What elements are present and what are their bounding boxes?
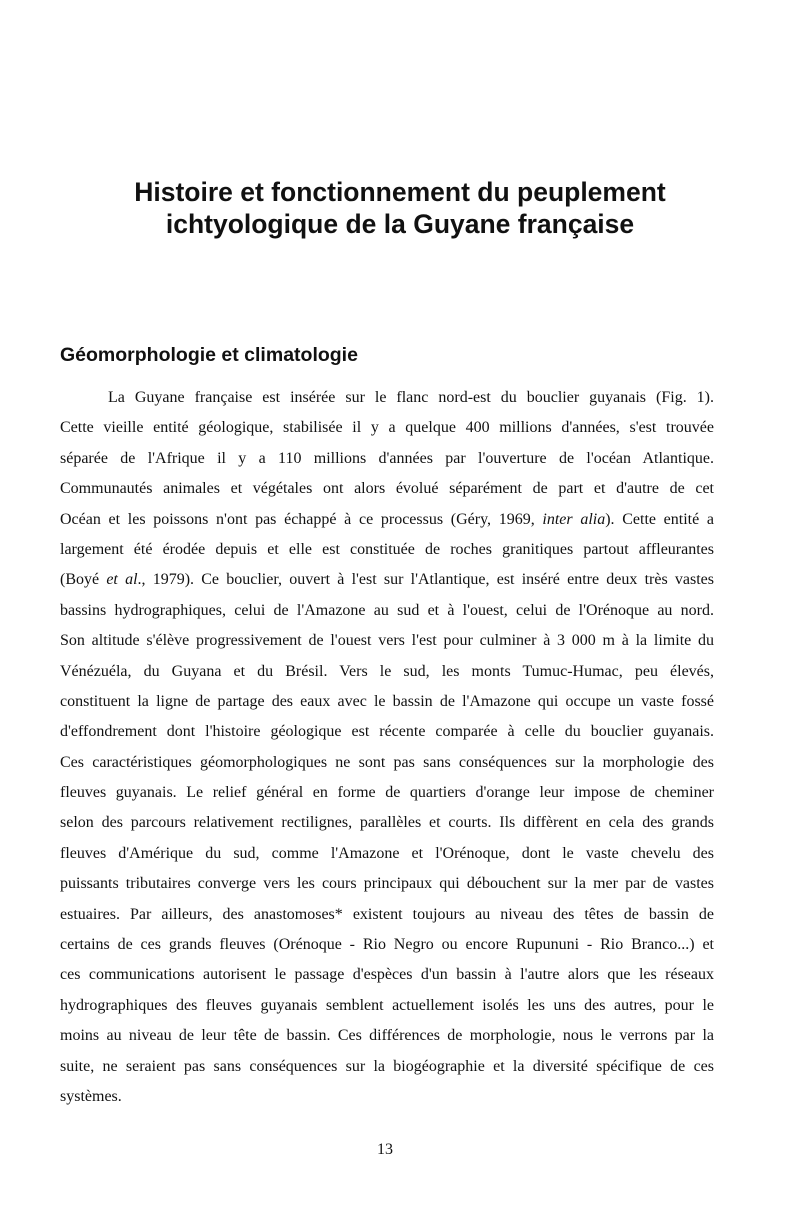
paragraph-line: systèmes.: [60, 1087, 122, 1105]
paragraph-line: bassins hydrographiques, celui de l'Amazone au sud et à l'ouest, celui de l'Orénoque au nord.: [60, 601, 714, 619]
paragraph-line: Ces caractéristiques géomorphologiques ne sont pas sans conséquences sur la morphologie des: [60, 753, 714, 771]
paragraph-line: Son altitude s'élève progressivement de l'ouest vers l'est pour culminer à 3 000 m à la limite du: [60, 632, 714, 650]
paragraph-line: d'effondrement dont l'histoire géologique est récente comparée à celle du bouclier guyanais.: [60, 723, 714, 741]
paragraph-line-text: Océan et les poissons n'ont pas échappé à ce processus (Géry, 1969,: [60, 510, 543, 528]
paragraph-line: estuaires. Par ailleurs, des anastomoses* existent toujours au niveau des têtes de bassin de: [60, 905, 714, 923]
paragraph-line-text: ). Cette entité a: [605, 510, 714, 528]
paragraph-line: [60, 565, 714, 595]
paragraph-line: Vénézuéla, du Guyana et du Brésil. Vers le sud, les monts Tumuc-Humac, peu élevés,: [60, 662, 714, 680]
paragraph-line: certains de ces grands fleuves (Orénoque - Rio Negro ou encore Rupununi - Rio Branco...) et: [60, 936, 714, 954]
paragraph-line: fleuves guyanais. Le relief général en forme de quartiers d'orange leur impose de cheminer: [60, 784, 714, 802]
paragraph-line: séparée de l'Afrique il y a 110 millions d'années par l'ouverture de l'océan Atlantique.: [60, 449, 714, 467]
paragraph-line-text: (Boyé: [60, 571, 107, 589]
paragraph-line: Cette vieille entité géologique, stabilisée il y a quelque 400 millions d'années, s'est trouvée: [60, 419, 714, 437]
paragraph-line: ces communications autorisent le passage d'espèces d'un bassin à l'autre alors que les réseaux: [60, 966, 714, 984]
paragraph-line: moins au niveau de leur tête de bassin. Ces différences de morphologie, nous le verrons par la: [60, 1027, 714, 1045]
paragraph-line: Communautés animales et végétales ont alors évolué séparément de part et d'autre de cet: [60, 480, 714, 498]
paragraph-line: hydrographiques des fleuves guyanais semblent actuellement isolés les uns des autres, pour le: [60, 996, 714, 1014]
paragraph-line-italic: inter alia: [542, 510, 606, 528]
paragraph-line: puissants tributaires converge vers les cours principaux qui débouchent sur la mer par de vastes: [60, 875, 714, 893]
paragraph-line: La Guyane française est insérée sur le flanc nord-est du bouclier guyanais (Fig. 1).: [108, 389, 714, 406]
document-title: [60, 176, 740, 240]
paragraph-line-text: ., 1979). Ce bouclier, ouvert à l'est sur l'Atlantique, est inséré entre deux très vastes: [137, 571, 714, 589]
paragraph-line: fleuves d'Amérique du sud, comme l'Amazone et l'Orénoque, dont le vaste chevelu des: [60, 844, 714, 862]
paragraph-line: suite, ne seraient pas sans conséquences sur la biogéographie et la diversité spécifique de ces: [60, 1057, 714, 1075]
document-title-line-1: Histoire et fonctionnement du peuplement: [134, 177, 666, 207]
body-paragraph: [60, 383, 714, 1112]
paragraph-line: largement été érodée depuis et elle est constituée de roches granitiques partout affleurantes: [60, 540, 714, 558]
page-number: 13: [377, 1141, 393, 1158]
paragraph-line: [60, 505, 714, 535]
paragraph-line-italic: et al: [106, 571, 138, 589]
document-title-line-2: ichtyologique de la Guyane française: [165, 209, 635, 239]
paragraph-line: selon des parcours relativement rectilignes, parallèles et courts. Ils diffèrent en cela des grands: [60, 814, 714, 832]
paragraph-line: constituent la ligne de partage des eaux avec le bassin de l'Amazone qui occupe un vaste fossé: [60, 692, 714, 710]
section-heading: Géomorphologie et climatologie: [60, 344, 358, 366]
